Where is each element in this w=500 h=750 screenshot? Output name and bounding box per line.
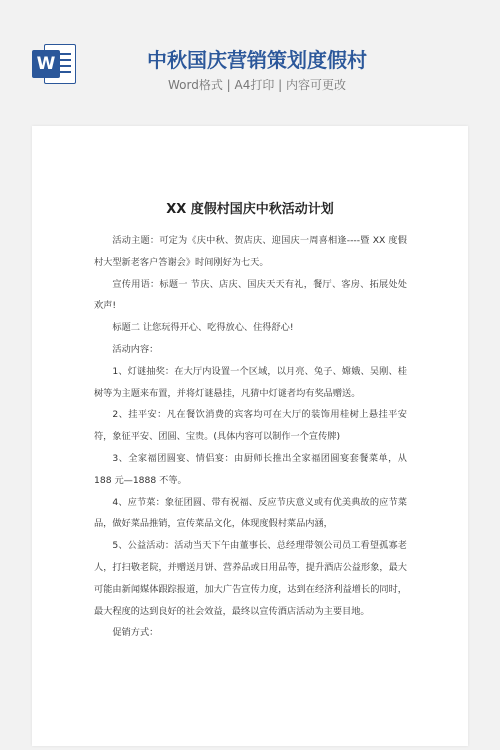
paragraph-item-5: 5、公益活动：活动当天下午由董事长、总经理带领公司员工看望孤寡老人，打扫敬老院，并赠送月饼、营养品或日用品等，提升酒店公益形象，最大可能由新闻媒体跟踪报道，加大广告宣传力度，达到在经济利益增长的同时，最大程度的达到良好的社会效益，最终以宣传酒店活动为主要目地。 [94,540,407,617]
word-badge: W [32,50,60,78]
document-page [32,126,468,746]
paragraph-item-3: 3、全家福团圆宴、情侣宴：由厨师长推出全家福团圆宴套餐菜单，从 188 元—1888 不等。 [94,452,407,486]
paragraph-slogan-2: 标题二 让您玩得开心、吃得放心、住得舒心! [112,322,294,334]
document-title: XX 度假村国庆中秋活动计划 [166,202,334,217]
header [0,0,500,126]
paragraph-item-1: 1、灯谜抽奖：在大厅内设置一个区域，以月亮、兔子、嫦娥、吴刚、桂树等为主题来布置，并将灯谜悬挂，凡猜中灯谜者均有奖品赠送。 [94,365,407,399]
paragraph-promotion-heading: 促销方式： [112,627,159,639]
paragraph-content-heading: 活动内容： [112,343,159,355]
paragraph-theme: 活动主题：可定为《庆中秋、贺店庆、迎国庆一周喜相逢----暨 XX 度假村大型新老客户答谢会》时间刚好为七天。 [94,235,407,268]
page-title: 中秋国庆营销策划度假村 [147,48,367,72]
paragraph-slogan-1: 宣传用语：标题一 节庆、店庆、国庆天天有礼，餐厅、客房、拓展处处欢声! [94,278,407,312]
paragraph-item-2: 2、挂平安：凡在餐饮消费的宾客均可在大厅的装饰用桂树上悬挂平安符，象征平安、团圆、宝贵。(具体内容可以制作一个宣传牌) [94,409,407,443]
page-subtitle: Word格式 | A4打印 | 内容可更改 [167,78,347,92]
paragraph-item-4: 4、应节菜：象征团圆、带有祝福、反应节庆意义或有优美典故的应节菜品，做好菜品推销，宣传菜品文化，体现度假村菜品内涵， [94,496,407,530]
document-body [94,230,407,644]
